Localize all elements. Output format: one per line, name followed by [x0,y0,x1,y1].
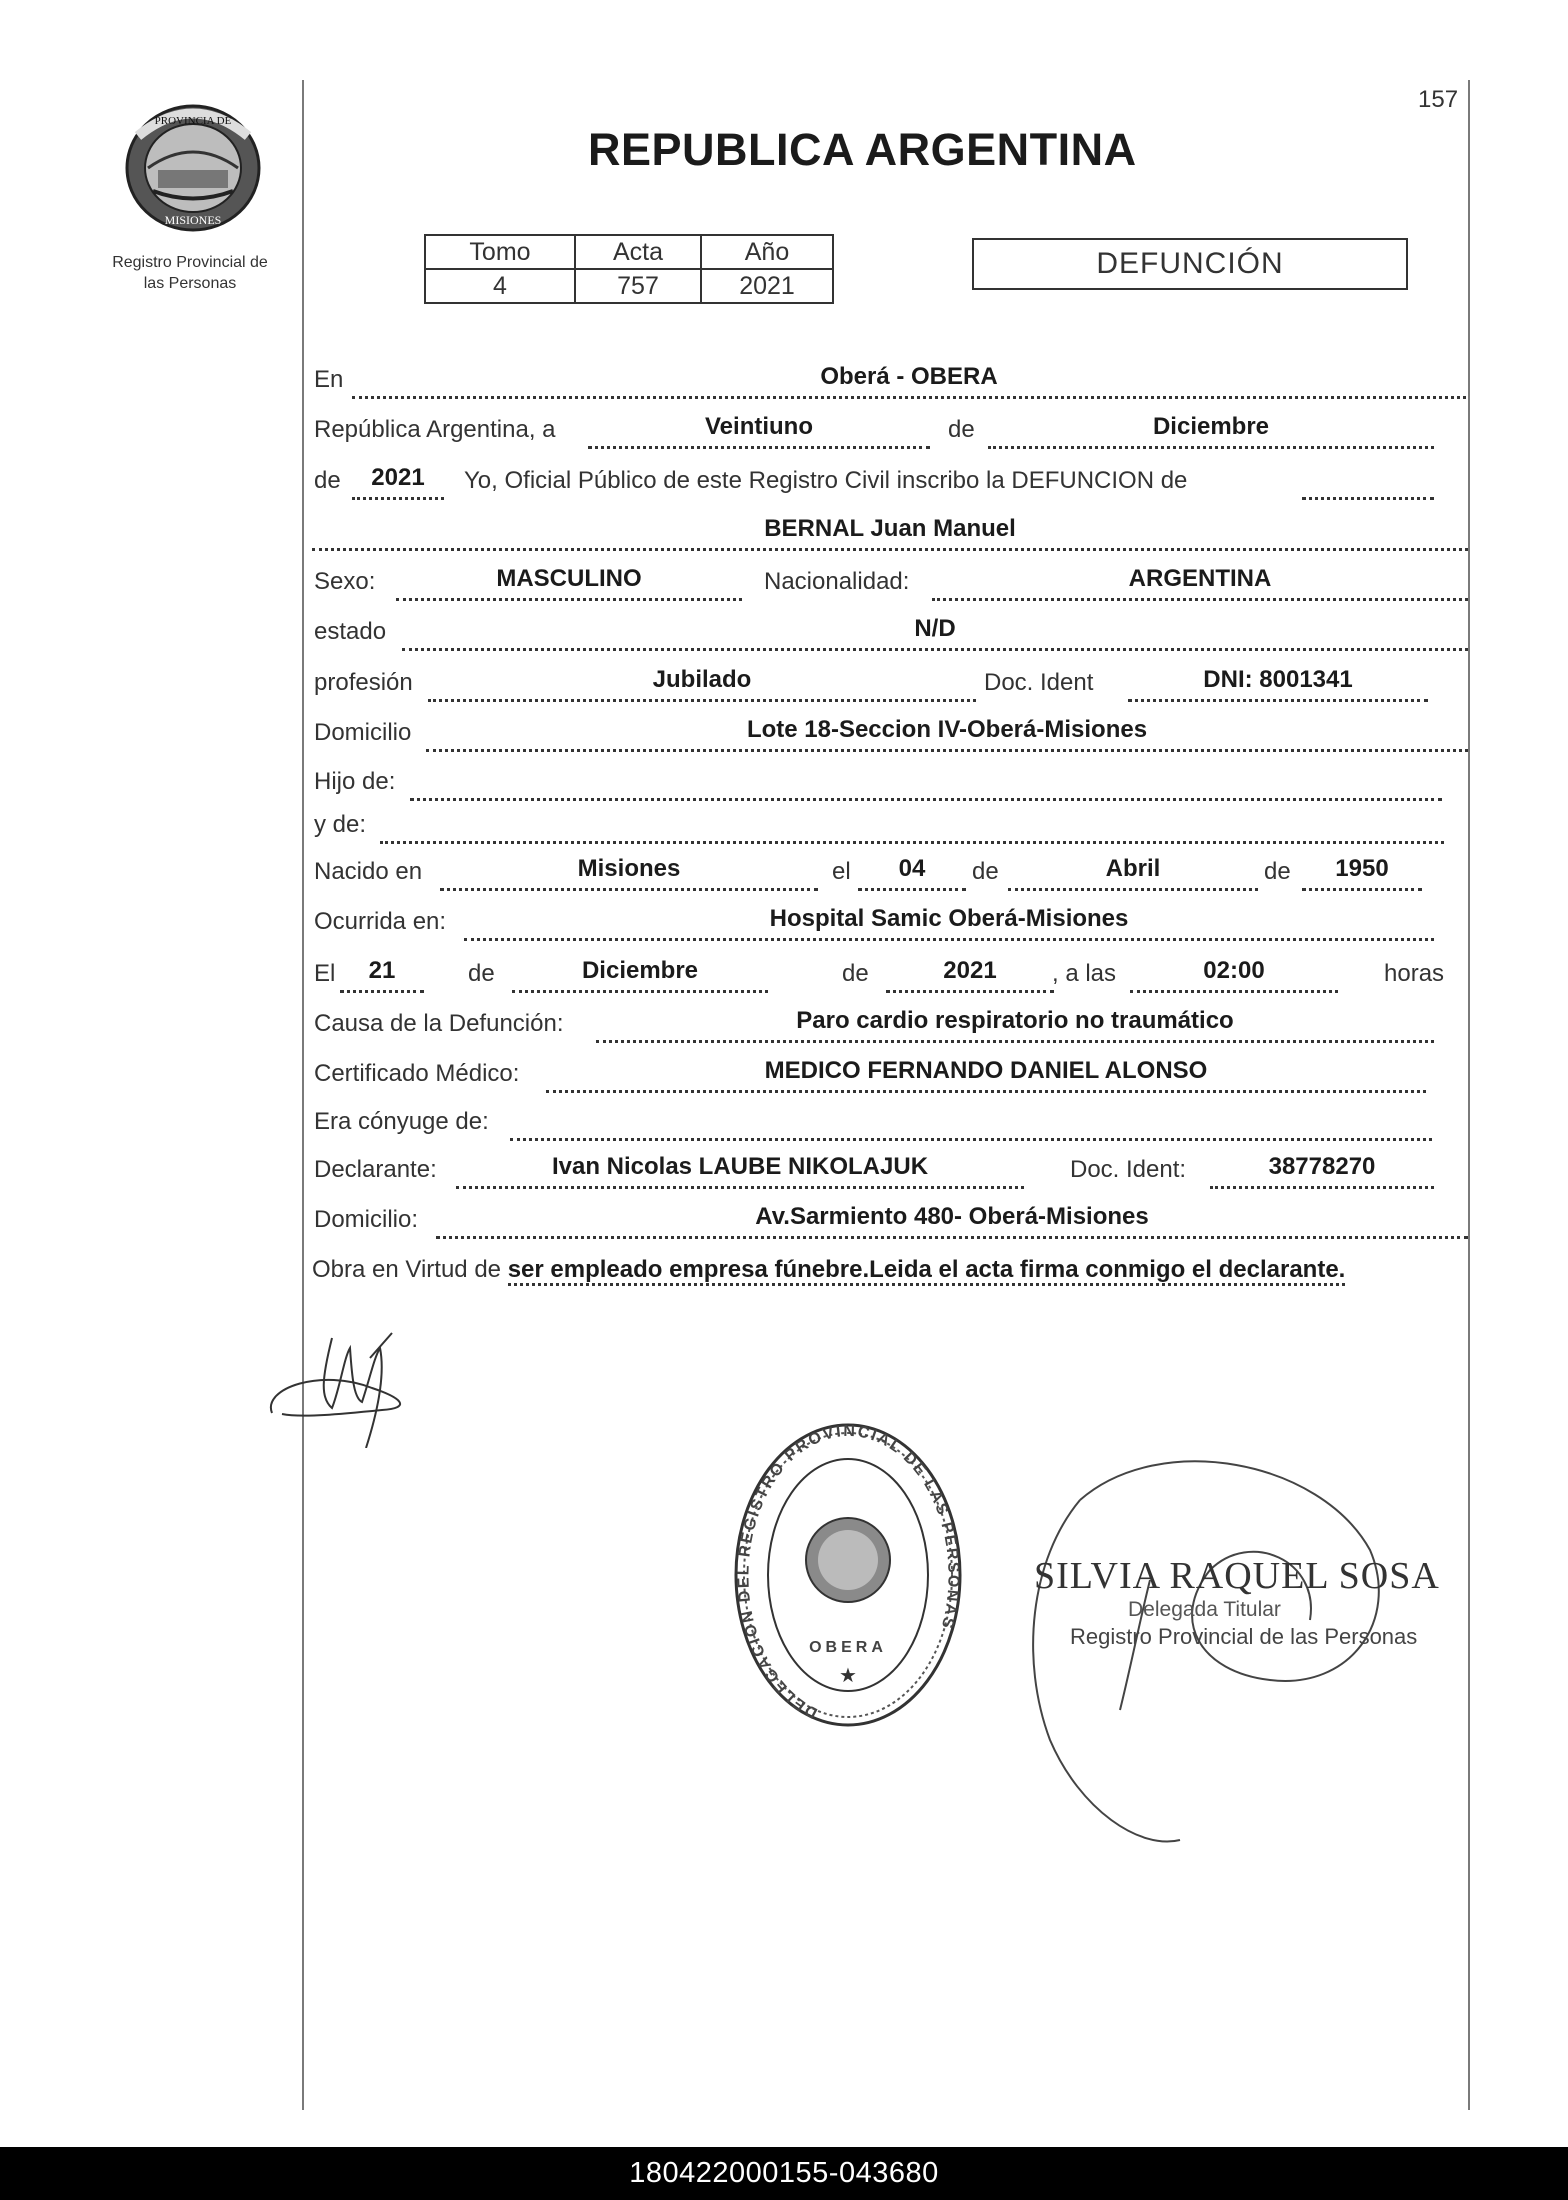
obra-value: ser empleado empresa fúnebre.Leida el acta firma conmigo el declarante. [508,1256,1346,1286]
decl-domicilio-label: Domicilio: [314,1206,419,1233]
registry-name [90,252,290,294]
declarant-signature [262,1318,442,1448]
tomo-value: 4 [425,269,575,303]
obra-label: Obra en Virtud de [312,1256,502,1283]
domicilio-value: Lote 18-Seccion IV-Oberá-Misiones [426,715,1468,752]
en-label: En [314,366,344,393]
death-month: Diciembre [512,956,768,993]
conyuge-value [510,1104,1432,1141]
nacido-label: Nacido en [314,858,423,885]
left-margin-line [302,80,304,2110]
decl-doc-label: Doc. Ident: [1070,1156,1187,1183]
yde-label: y de: [314,811,367,838]
row-conyuge [312,1100,1468,1140]
birth-month: Abril [1008,854,1258,891]
death-time: 02:00 [1130,956,1338,993]
domicilio-label: Domicilio [314,719,412,746]
row-oficial [312,459,1468,499]
row-declarante [312,1148,1468,1188]
seal-star-icon: ★ [839,1665,857,1687]
month-value: Diciembre [988,412,1434,449]
alas-label: , a las [1052,960,1117,987]
emblem-text-bottom: MISIONES [164,213,222,227]
causa-label: Causa de la Defunción: [314,1010,564,1037]
hijo-value [410,764,1442,801]
official-signature [1020,1440,1400,1860]
seal-ring-text: DELEGACION DEL REGISTRO PROVINCIAL DE LAS PERSONAS [735,1422,962,1722]
emblem-text-top: PROVINCIA DE [154,115,232,127]
row-profesion [312,661,1468,701]
row-domicilio [312,711,1468,751]
doc-ident-value: DNI: 8001341 [1128,665,1428,702]
row-yde [312,803,1468,843]
causa-value: Paro cardio respiratorio no traumático [596,1006,1434,1043]
decl-doc-value: 38778270 [1210,1152,1434,1189]
oficial-blank [1302,463,1434,500]
official-name: SILVIA RAQUEL SOSA [1034,1555,1440,1597]
decl-domicilio-value: Av.Sarmiento 480- Oberá-Misiones [436,1202,1468,1239]
doc-ident-label: Doc. Ident [984,669,1094,696]
de-label-6: de [842,960,869,987]
el-cap-label: El [314,960,336,987]
row-deceased-name [312,510,1468,550]
deceased-name: BERNAL Juan Manuel [312,514,1468,551]
acta-header: Acta [575,235,701,269]
row-nacido [312,850,1468,890]
en-value: Oberá - OBERA [352,362,1466,399]
page-number: 157 [1418,86,1459,113]
registry-seal [732,1420,964,1730]
nacionalidad-value: ARGENTINA [932,564,1468,601]
anio-header: Año [701,235,833,269]
horas-label: horas [1384,960,1445,987]
official-org: Registro Provincial de las Personas [1070,1624,1418,1649]
de-label-5: de [468,960,495,987]
nacionalidad-label: Nacionalidad: [764,568,910,595]
hijo-label: Hijo de: [314,768,396,795]
declarante-label: Declarante: [314,1156,437,1183]
page-title: REPUBLICA ARGENTINA [588,124,1137,175]
declarante-value: Ivan Nicolas LAUBE NIKOLAJUK [456,1152,1024,1189]
certificado-label: Certificado Médico: [314,1060,520,1087]
reference-table [424,234,834,304]
sexo-label: Sexo: [314,568,376,595]
de-label-2: de [314,467,341,494]
de-label-1: de [948,416,975,443]
birth-day: 04 [858,854,966,891]
registry-name-line2: las Personas [143,275,237,292]
ocurrida-label: Ocurrida en: [314,908,447,935]
anio-value: 2021 [701,269,833,303]
row-death-date [312,952,1468,992]
estado-value: N/D [402,614,1468,651]
ocurrida-value: Hospital Samic Oberá-Misiones [464,904,1434,941]
row-date [312,408,1468,448]
row-sexo [312,560,1468,600]
death-year: 2021 [886,956,1054,993]
de-label-4: de [1264,858,1291,885]
nacido-value: Misiones [440,854,818,891]
republica-label: República Argentina, a [314,416,556,443]
row-hijo [312,760,1468,800]
tomo-header: Tomo [425,235,575,269]
conyuge-label: Era cónyuge de: [314,1108,489,1135]
right-margin-line [1468,80,1470,2110]
death-day: 21 [340,956,424,993]
seal-city: OBERA [809,1639,887,1656]
acta-value: 757 [575,269,701,303]
row-causa [312,1002,1468,1042]
profesion-label: profesión [314,669,413,696]
day-value: Veintiuno [588,412,930,449]
official-role: Delegada Titular [1128,1598,1281,1621]
barcode-footer: 180422000155-043680 [0,2147,1568,2200]
year-value: 2021 [352,463,444,500]
row-ocurrida [312,900,1468,940]
obra-en-virtud [312,1252,1464,1288]
yde-value [380,807,1444,844]
certificado-value: MEDICO FERNANDO DANIEL ALONSO [546,1056,1426,1093]
registry-name-line1: Registro Provincial de [112,254,268,271]
de-label-3: de [972,858,999,885]
oficial-text: Yo, Oficial Público de este Registro Civil inscribo la DEFUNCION de [464,467,1188,494]
profesion-value: Jubilado [428,665,976,702]
row-decl-domicilio [312,1198,1468,1238]
estado-label: estado [314,618,387,645]
sexo-value: MASCULINO [396,564,742,601]
row-certificado [312,1052,1468,1092]
provincia-misiones-emblem [118,96,268,236]
row-estado [312,610,1468,650]
document-type-box: DEFUNCIÓN [972,238,1408,290]
row-en [312,358,1468,398]
birth-year: 1950 [1302,854,1422,891]
el-label: el [832,858,851,885]
